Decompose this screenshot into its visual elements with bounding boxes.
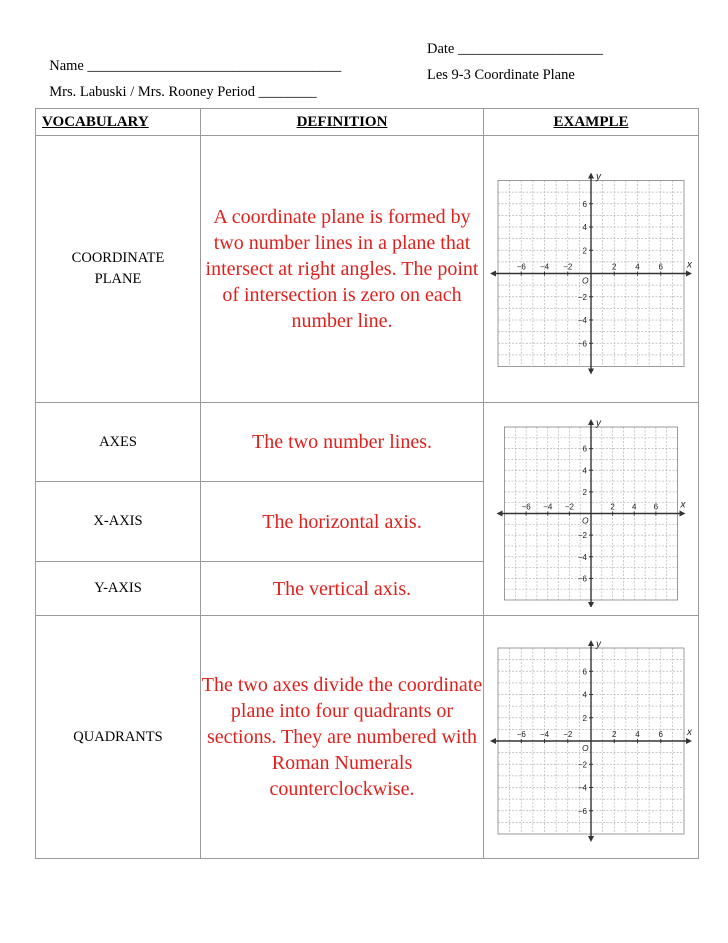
definition-text: The vertical axis.: [272, 577, 412, 600]
y-axis-label: y: [596, 639, 601, 650]
definition-cell: [201, 562, 484, 616]
y-tick-label: −4: [577, 315, 587, 325]
x-tick-label: 6: [653, 502, 659, 511]
x-tick-label: −4: [539, 730, 550, 739]
x-tick-label: −6: [521, 502, 531, 511]
y-tick-label: 2: [582, 245, 587, 255]
term-label: X-AXIS: [93, 513, 143, 529]
definition-text: The horizontal axis.: [262, 510, 422, 533]
x-axis-arrow-right: [680, 510, 686, 516]
definition-text: The two number lines.: [252, 431, 432, 453]
teacher-period-field[interactable]: Mrs. Labuski / Mrs. Rooney Period ________: [49, 84, 317, 100]
x-axis-label: x: [680, 499, 686, 510]
x-axis-arrow-left: [497, 510, 503, 516]
example-cell: [484, 136, 699, 403]
term-cell: [36, 403, 201, 482]
x-axis-arrow-left: [490, 738, 496, 744]
x-tick-label: 2: [612, 730, 617, 739]
y-axis-arrow-up: [588, 640, 594, 646]
origin-label: O: [582, 515, 589, 525]
definition-text: A coordinate plane is formed by two number lines in a plane that intersect at right angles. The point of intersection is zero on each number line.: [205, 206, 479, 332]
definition-header: DEFINITION: [201, 109, 484, 136]
y-tick-label: −6: [577, 806, 587, 816]
definition-cell: [201, 482, 484, 562]
x-tick-label: −6: [516, 262, 526, 271]
y-tick-label: 4: [582, 222, 587, 232]
origin-label: O: [582, 743, 589, 753]
x-tick-label: 6: [658, 730, 663, 739]
x-tick-label: 4: [635, 730, 640, 739]
coordinate-grid-figure: [486, 147, 696, 392]
y-axis-arrow-up: [588, 419, 594, 425]
y-tick-label: 4: [582, 465, 587, 475]
y-tick-label: −2: [577, 760, 587, 770]
y-tick-label: 2: [582, 713, 587, 723]
table-row: [36, 616, 699, 859]
definition-cell: [201, 616, 484, 859]
x-tick-label: −2: [564, 502, 574, 511]
x-tick-label: −2: [563, 262, 573, 271]
x-tick-label: −2: [563, 730, 573, 739]
coordinate-grid-figure: [486, 412, 696, 607]
y-tick-label: 4: [582, 690, 587, 700]
y-tick-label: 6: [582, 667, 587, 677]
definition-cell: [201, 136, 484, 403]
definition-cell: [201, 403, 484, 482]
y-tick-label: −4: [577, 552, 587, 562]
x-axis-arrow-right: [686, 270, 692, 276]
y-tick-label: −6: [577, 338, 587, 348]
y-axis-arrow-down: [588, 836, 594, 842]
x-tick-label: 2: [610, 502, 615, 511]
definition-text: The two axes divide the coordinate plane into four quadrants or sections. They are numbered with Roman Numerals counterclockwise.: [201, 674, 483, 800]
x-tick-label: −4: [539, 262, 550, 271]
y-tick-label: 6: [582, 444, 587, 454]
term-label: COORDINATE PLANE: [71, 250, 165, 287]
example-header: EXAMPLE: [484, 109, 699, 136]
term-cell: [36, 482, 201, 562]
y-tick-label: 6: [582, 199, 587, 209]
y-axis-label: y: [596, 417, 601, 429]
term-cell: [36, 136, 201, 403]
table-header-row: [36, 109, 699, 136]
x-axis-label: x: [687, 259, 692, 270]
origin-label: O: [582, 275, 589, 285]
vocabulary-table: [35, 108, 699, 859]
y-axis-arrow-down: [588, 602, 594, 607]
x-tick-label: 6: [658, 262, 663, 271]
coordinate-grid-figure: [486, 632, 696, 842]
term-cell: [36, 616, 201, 859]
x-tick-label: 4: [632, 502, 637, 511]
x-axis-arrow-right: [686, 738, 692, 744]
name-field[interactable]: Name ___________________________________: [49, 58, 342, 74]
term-label: AXES: [99, 433, 137, 450]
y-axis-label: y: [596, 171, 601, 182]
vocabulary-header: VOCABULARY: [36, 109, 201, 136]
date-field[interactable]: Date ____________________: [427, 41, 603, 57]
lesson-title: Les 9-3 Coordinate Plane: [427, 67, 575, 83]
y-tick-label: −6: [577, 573, 587, 583]
term-label: Y-AXIS: [94, 580, 142, 596]
example-cell: [484, 616, 699, 859]
table-row: [36, 403, 699, 482]
x-tick-label: 4: [635, 262, 640, 271]
y-tick-label: 2: [582, 487, 587, 497]
term-label: QUADRANTS: [73, 728, 163, 745]
x-tick-label: −4: [543, 502, 553, 511]
x-axis-label: x: [687, 727, 692, 738]
term-cell: [36, 562, 201, 616]
y-tick-label: −2: [577, 530, 587, 540]
y-axis-arrow-down: [588, 368, 594, 374]
x-tick-label: 2: [612, 262, 617, 271]
table-row: [36, 136, 699, 403]
y-axis-arrow-up: [588, 172, 594, 178]
y-tick-label: −2: [577, 292, 587, 302]
example-cell: [484, 403, 699, 616]
x-tick-label: −6: [516, 730, 526, 739]
y-tick-label: −4: [577, 783, 587, 793]
x-axis-arrow-left: [490, 270, 496, 276]
